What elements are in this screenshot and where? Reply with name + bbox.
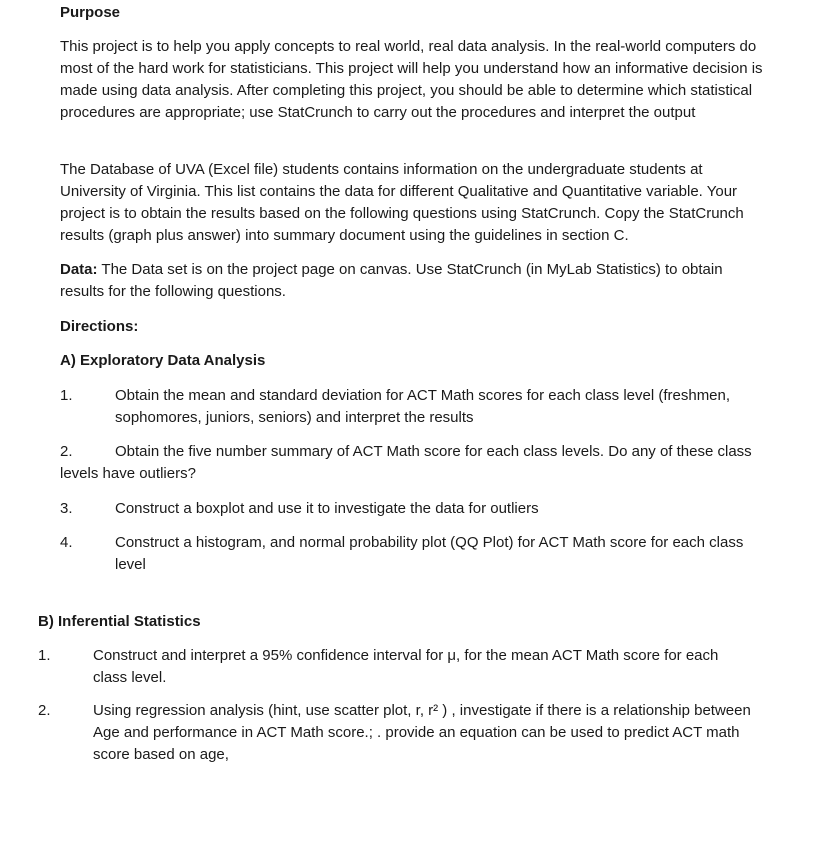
data-paragraph xyxy=(60,259,750,303)
list-item-text: Construct and interpret a 95% confidence interval for μ, for the mean ACT Math score for each class level. xyxy=(93,647,719,686)
purpose-heading: Purpose xyxy=(60,4,121,21)
data-text: The Data set is on the project page on canvas. Use StatCrunch (in MyLab Statistics) to obtain results for the following questions. xyxy=(60,261,723,300)
list-item-text: Obtain the mean and standard deviation for ACT Math scores for each class level (freshmen, sophomores, juniors, seniors) and interpret the results xyxy=(115,387,731,426)
list-item-text-continued: levels have outliers? xyxy=(60,465,196,482)
list-item-number: 4. xyxy=(60,534,73,551)
list-item-text: Construct a boxplot and use it to investigate the data for outliers xyxy=(115,500,539,517)
purpose-paragraph-1: This project is to help you apply concepts to real world, real data analysis. In the real-world computers do most of the hard work for statisticians. This project will help you understand how an informative decision is made using data analysis. After completing this project, you should be able to determine which statistical procedures are appropriate; use StatCrunch to carry out the procedures and interpret the output xyxy=(60,38,763,121)
section-b-heading: B) Inferential Statistics xyxy=(38,613,201,630)
list-item-number: 2. xyxy=(38,702,51,719)
list-item-text: Obtain the five number summary of ACT Math score for each class levels. Do any of these class xyxy=(115,443,752,460)
list-item-text: Using regression analysis (hint, use scatter plot, r, r² ) , investigate if there is a relationship between Age and performance in ACT Math score.; . provide an equation can be used to predict ACT math score based on age, xyxy=(93,702,751,763)
list-item-number: 2. xyxy=(60,443,73,460)
directions-heading: Directions: xyxy=(60,318,139,335)
list-item-text: Construct a histogram, and normal probability plot (QQ Plot) for ACT Math score for each class level xyxy=(115,534,744,573)
list-item-number: 1. xyxy=(60,387,73,404)
purpose-paragraph-2: The Database of UVA (Excel file) students contains information on the undergraduate students at University of Virginia. This list contains the data for different Qualitative and Quantitative variable. Your project is to obtain the results based on the following questions using StatCrunch. Copy the StatCrunch results (graph plus answer) into summary document using the guidelines in section C. xyxy=(60,161,744,244)
list-item-number: 1. xyxy=(38,647,51,664)
data-label: Data: xyxy=(60,261,98,278)
section-a-heading: A) Exploratory Data Analysis xyxy=(60,352,266,369)
list-item-number: 3. xyxy=(60,500,73,517)
